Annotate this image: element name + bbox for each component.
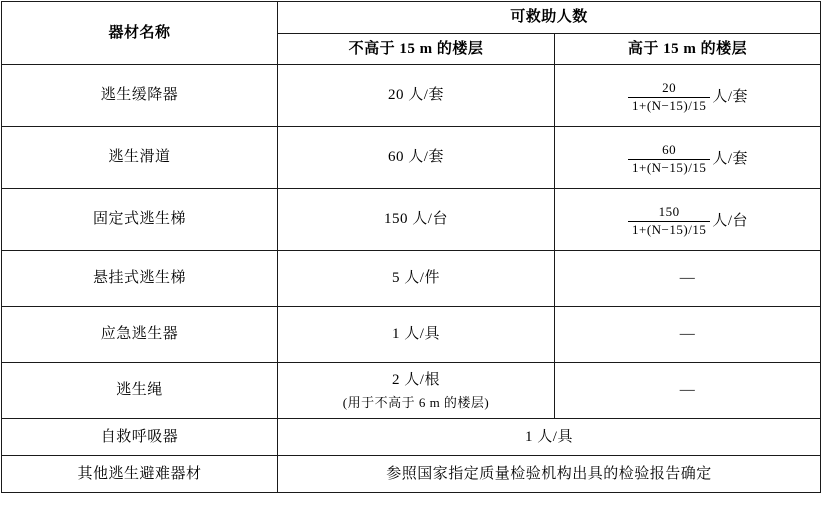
row-name: 逃生绳 <box>2 363 278 419</box>
fraction-numerator: 20 <box>628 81 710 98</box>
fraction <box>628 81 710 114</box>
row-high-value <box>555 127 821 189</box>
fraction-numerator: 150 <box>628 205 710 222</box>
table-row <box>2 65 821 127</box>
table-row <box>2 127 821 189</box>
header-floor-low: 不高于 15 m 的楼层 <box>278 33 555 65</box>
row-low-value: 1 人/具 <box>278 307 555 363</box>
fraction-denominator: 1+(N−15)/15 <box>632 98 707 113</box>
row-name: 自救呼吸器 <box>2 419 278 456</box>
fraction-denominator: 1+(N−15)/15 <box>632 160 707 175</box>
row-name: 应急逃生器 <box>2 307 278 363</box>
table-row <box>2 189 821 251</box>
fraction <box>628 143 710 176</box>
fraction-expression <box>627 205 748 238</box>
row-high-value: — <box>555 363 821 419</box>
fraction-unit: 人/套 <box>712 151 748 168</box>
fraction-denominator: 1+(N−15)/15 <box>632 222 707 237</box>
row-low-note: (用于不高于 6 m 的楼层) <box>342 395 490 410</box>
row-low-value: 150 人/台 <box>278 189 555 251</box>
row-high-value: — <box>555 251 821 307</box>
row-merged-value: 1 人/具 <box>278 419 821 456</box>
row-low-value: 5 人/件 <box>278 251 555 307</box>
row-low-value: 20 人/套 <box>278 65 555 127</box>
fraction-expression <box>627 81 748 114</box>
table-header-row-1 <box>2 2 821 34</box>
fraction-unit: 人/台 <box>712 213 748 230</box>
fraction-expression <box>627 143 748 176</box>
row-name: 固定式逃生梯 <box>2 189 278 251</box>
fraction-unit: 人/套 <box>712 89 748 106</box>
row-name: 逃生缓降器 <box>2 65 278 127</box>
table-row <box>2 456 821 493</box>
row-low-main: 2 人/根 <box>392 371 440 388</box>
table-row <box>2 251 821 307</box>
row-name: 其他逃生避难器材 <box>2 456 278 493</box>
fraction-numerator: 60 <box>628 143 710 160</box>
row-high-value <box>555 189 821 251</box>
header-rescue-count: 可救助人数 <box>278 2 821 34</box>
table-sheet <box>0 1 821 518</box>
row-high-value: — <box>555 307 821 363</box>
header-floor-high: 高于 15 m 的楼层 <box>555 33 821 65</box>
table-row <box>2 419 821 456</box>
table-row <box>2 307 821 363</box>
table-row <box>2 363 821 419</box>
row-low-value: 60 人/套 <box>278 127 555 189</box>
row-name: 悬挂式逃生梯 <box>2 251 278 307</box>
fraction <box>628 205 710 238</box>
row-low-value <box>278 363 555 419</box>
header-equipment-name: 器材名称 <box>2 2 278 65</box>
escape-equipment-table <box>1 1 821 493</box>
row-name: 逃生滑道 <box>2 127 278 189</box>
row-merged-value: 参照国家指定质量检验机构出具的检验报告确定 <box>278 456 821 493</box>
row-high-value <box>555 65 821 127</box>
